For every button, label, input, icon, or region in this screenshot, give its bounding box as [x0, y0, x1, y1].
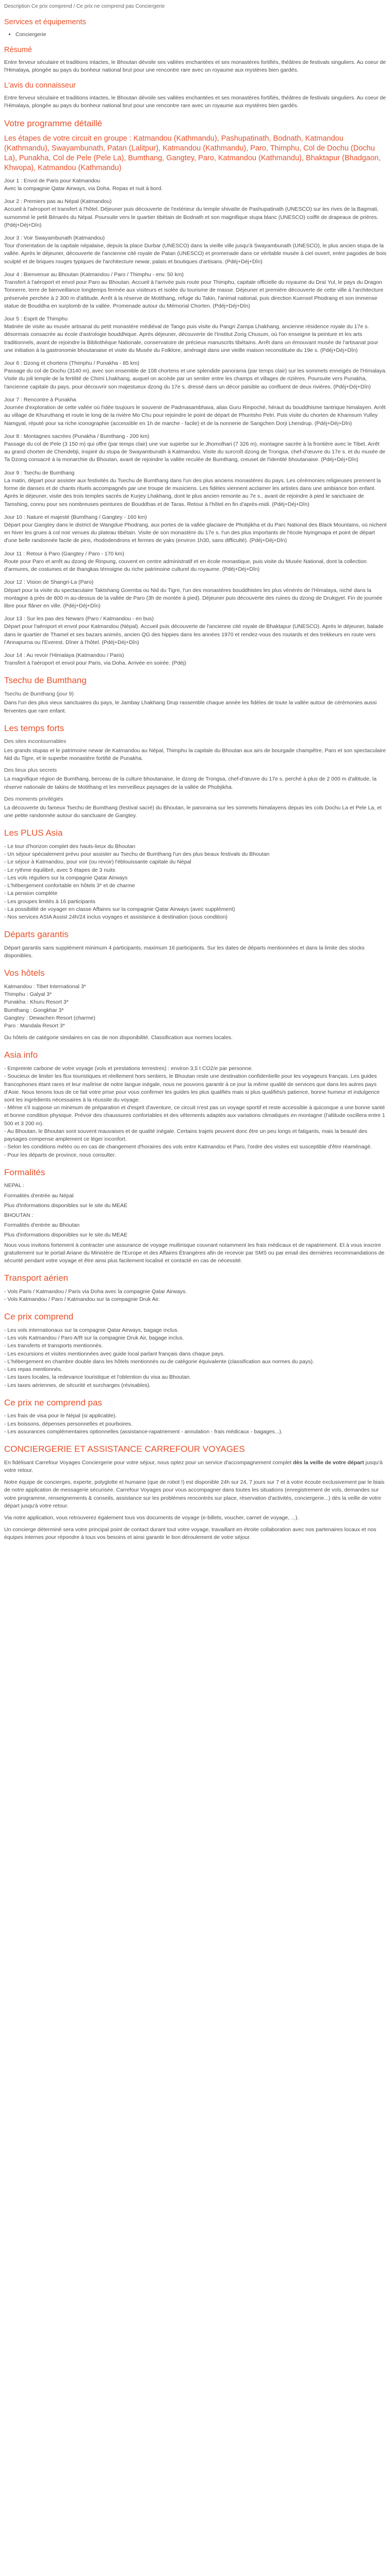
day-title: Jour 1 : Envol de Paris pour Katmandou — [4, 177, 101, 184]
formalites-nepal-label: NEPAL : — [4, 1182, 25, 1189]
day-title: Jour 9 : Tsechu de Bumthang — [4, 469, 75, 476]
day-text: Passage du col de Pele (3 150 m) qui offre (par temps clair) une vue superbe sur le Jhomolhari (7 326 m), montagne sacrée à la frontière avec le Tibet. Arrêt au grand chorten de Chendebji, inspiré du stupa de Swayambunath à Katmandou. Visite du surcroît dzong de Trongsa, chef-d'œuvre du 17e s. et du musée de Ta Dzong consacré à la monarchie du Bhoutan, avant de rejoindre la vallée reculée de Bumthang, creuset de l'identité bhoutanaise. (Pdéj+Déj+Dîn) — [4, 441, 386, 463]
tsechu-title: Tsechu de Bumthang — [4, 675, 87, 686]
departs-text: Départ garantis sans supplément minimum 4 participants, maximum 16 participants. Sur les dates de départs mentionnées et dans la limite des stocks disponibles. — [4, 944, 365, 959]
day-text: Route pour Paro et arrêt au dzong de Rinpung, couvent en centre administratif et en école monastique, puis visite du Musée National, dont la collection d'armures, de costumes et de thangkas témoigne du riche patrimoine culturel du royaume. (Pdéj+Déj+Dîn) — [4, 558, 367, 573]
transport-list — [4, 1288, 387, 1303]
conciergerie-intro — [4, 1459, 387, 1475]
resume-text: Entre ferveur séculaire et traditions intactes, le Bhoutan dévoile ses vallées enchantées et ses monastères fortifiés, théâtres de festivals singuliers. Au coeur de l'Himalaya, plongée au pays du bonheur national brut pour une rencontre rare avec un royaume aux mystères bien gardés. — [4, 59, 386, 73]
comprend-item: - Les vols internationaux sur la compagnie Qatar Airways, bagage inclus. — [4, 1327, 179, 1334]
forts-group-3 — [4, 795, 387, 820]
day-title: Jour 3 : Voir Swayambunath (Katmandou) — [4, 234, 105, 241]
services-title: Services et équipements — [4, 18, 86, 26]
day-title: Jour 12 : Vision de Shangri-La (Paro) — [4, 579, 94, 586]
plus-item: - La pension complète — [4, 890, 58, 897]
day-title: Jour 11 : Retour à Paro (Gangtey / Paro - 170 km) — [4, 550, 124, 557]
day-6 — [4, 360, 387, 391]
day-text: Passage du col de Dochu (3140 m), avec son ensemble de 108 chortens et une splendide panorama (par temps clair) sur les sommets enneigés de l'Himalaya. Visite du joli temple de la fertilité de Chimi Lhakhang, auquel on accède par un sentier entre les champs et villages de rizières. Poursuite vers Punakha, l'ancienne capitale du pays, pour découvrir son majestueux dzong du 17e s. dressé dans un décor paisible au confluent de deux rivières. (Pdéj+Déj+Dîn) — [4, 368, 387, 390]
forts-label: Des lieux plus secrets — [4, 767, 57, 774]
formalites-nepal-link[interactable]: Plus d'informations disponibles sur le site du MEAE — [4, 1202, 127, 1209]
plus-item: - Un séjour spécialement prévu pour assister au Tsechu de Bumthang l'un des plus beaux festivals du Bhoutan — [4, 851, 270, 858]
day-4 — [4, 271, 387, 310]
day-12 — [4, 579, 387, 610]
forts-label: Des sites incontournables — [4, 738, 67, 745]
day-1 — [4, 177, 387, 193]
hotels-list — [4, 983, 387, 1030]
day-title: Jour 13 : Sur les pas des Newars (Paro / Katmandou - en bus) — [4, 616, 154, 622]
day-title: Jour 6 : Dzong et chortens (Thimphu / Punakha - 85 km) — [4, 360, 140, 367]
non-compris-list — [4, 1412, 387, 1436]
comprend-item: - Les repas mentionnés. — [4, 1366, 62, 1373]
hotels-title: Vos hôtels — [4, 968, 45, 978]
comprend-list — [4, 1327, 387, 1389]
forts-title: Les temps forts — [4, 723, 64, 733]
info-list — [4, 1065, 387, 1159]
plus-item: - Les groupes limités à 16 participants — [4, 898, 95, 905]
hotel-item: Gangtey : Dewachen Resort (charme) — [4, 1014, 95, 1021]
formalites-nepal-text: Formalités d'entrée au Népal — [4, 1192, 74, 1199]
day-9 — [4, 469, 387, 509]
resume-title: Résumé — [4, 45, 32, 54]
non-compris-item: - Les assurances complémentaires optionnelles (assistance-rapatriement - annulation - frais médicaux - bagages...). — [4, 1428, 283, 1435]
forts-text: La découverte du fameux Tsechu de Bumthang (festival sacré) du Bhoutan, le panorama sur les sommets himalayens depuis les cols Dochu La et Pele La, et une petite randonnée autour du sanctuaire de Gangtey. — [4, 804, 382, 819]
non-compris-title: Ce prix ne comprend pas — [4, 1397, 102, 1408]
breadcrumb-prix[interactable]: Ce prix comprend / Ce prix ne comprend pas — [31, 4, 134, 9]
plus-item: - Le séjour à Katmandou, pour voir (ou revoir) l'éblouissante capitale du Népal — [4, 859, 191, 866]
forts-text: La magnifique région de Bumthang, berceau de la culture bhoutanaise, le dzong de Trongsa, chef-d'œuvre du 17e s. perché à plus de 2 000 m d'altitude, la réserve nationale de takins de Motithang et les merveilleux paysages de la vallée de Phobjikha. — [4, 776, 377, 790]
conciergerie-p1: Notre équipe de concierges, experte, polyglotte et humaine (que de robot !) est disponible 24h sur 24, 7 jours sur 7 et à votre écoute exclusivement par le biais de notre application de messagerie sécurisée. Carrefour Voyages pour vous accompagner dans toutes les situations (enregistrement de vols, demandes sur votre programme, renseignements & conseils, assistance sur les problèmes rencontrés sur place, réservation d'activités, conciergerie...) dès la veille de votre départ jusqu'à votre retour. — [4, 1479, 385, 1509]
hotel-item: Katmandou : Tibet International 3* — [4, 983, 86, 990]
day-text: Tour d'orientation de la capitale népalaise, depuis la place Durbar (UNESCO) dans la vieille ville jusqu'à Swayambunath (UNESCO), le plus ancien stupa de la vallée. Après le déjeuner, découverte de l'ancienne cité royale de Patan (UNESCO) et promenade dans ce véritable musée à ciel ouvert, entre pagodes de bois sculpté et de briques rouges typiques de l'architecture newar, palais et boutiques d'artisans. (Pdéj+Déj+Dîn) — [4, 243, 386, 265]
plus-item: - Nos services ASIA Assist 24h/24 inclus voyages et assistance à destination (sous condition) — [4, 913, 228, 920]
hotel-item: Bumthang : Gongkhar 3* — [4, 1007, 64, 1013]
day-title: Jour 8 : Montagnes sacrées (Punakha / Bumthang - 200 km) — [4, 433, 150, 439]
day-10 — [4, 514, 387, 545]
hotel-item: Thimphu : Galyal 3* — [4, 991, 52, 998]
tsechu-text: Dans l'un des plus vieux sanctuaires du pays, le Jambay Lhakhang Drup rassemble chaque année les fidèles de toute la vallée autour de cérémonies aussi ferventes que rare enfant. — [4, 700, 377, 714]
formalites-body — [4, 1182, 387, 1265]
day-8 — [4, 433, 387, 464]
departs-title: Départs garantis — [4, 929, 69, 940]
comprend-item: - Les taxes aériennes, de sécurité et surcharges (révisables). — [4, 1382, 151, 1388]
transport-title: Transport aérien — [4, 1273, 69, 1283]
day-3 — [4, 234, 387, 266]
info-item: - Empreinte carbone de votre voyage (vols et prestations terrestres) : environ 3,5 t CO2/e par personne. — [4, 1065, 253, 1072]
day-7 — [4, 396, 387, 428]
comprend-item: - L'hébergement en chambre double dans les hôtels mentionnés ou de catégorie équivalente (classification aux normes du pays). — [4, 1358, 314, 1365]
breadcrumb-description[interactable]: Description — [4, 4, 30, 9]
day-text: Transfert à l'aéroport et envol pour Paro au Bhoutan. Accueil à l'arrivée puis route pour Thimphu, capitale officielle du royaume du Draï Yul, le pays du Dragon Tonnerre, terre de bienveillance longtemps fermée aux visiteurs et isolée du tourisme de masse. Déjeuner et première découverte de cette ville à l'architecture préservée perchée à 2 300 m d'altitude. Arrêt à la réserve de Motithang, refuge du Takin, l'animal national, puis direction Kuensel Phodrang et son immense statue de Bouddha en surplomb de la vallée. Promenade autour du Mémorial Chorten. (Pdéj+Déj+Dîn) — [4, 279, 384, 309]
day-13 — [4, 615, 387, 647]
forts-group-2 — [4, 767, 387, 791]
day-title: Jour 7 : Rencontre à Punakha — [4, 396, 76, 403]
day-text: La matin, départ pour assister aux festivités du Tsechu de Bumthang dans l'un des plus anciens monastères du pays. Les cérémonies religieuses prennent la forme de danses et de chants rituels accompagnés par une troupe de musiciens. Les fidèles viennent acclamer les artistes dans une ambiance bon enfant. Après le déjeuner, visite des trois temples sacrés de Kurjey Lhakhang, dont le plus ancien remonte au 7e s., avant de rejoindre à pied le sanctuaire de Tamshing, connu pour ses nombreuses peintures de Bouddhas et de Taras. Retour à l'hôtel en fin d'après-midi. (Pdéj+Déj+Dîn) — [4, 477, 381, 507]
plus-title: Les PLUS Asia — [4, 828, 63, 838]
plus-list — [4, 843, 387, 921]
info-item: - Même s'il suppose un minimum de préparation et d'esprit d'aventure, ce circuit n'est pas un voyage sportif et reste accessible à quiconque a une bonne santé et bonne condition physique. Prévoir des chaussures confortables et des vêtements adaptés aux variations climatiques en montagne (l'altitude oscillera entre 1 500 et 3 200 m). — [4, 1105, 385, 1127]
hotel-item: Punakha : Khuru Resort 3* — [4, 999, 69, 1006]
comprend-item: - Les taxes locales, la redevance touristique et l'obtention du visa au Bhoutan. — [4, 1374, 191, 1381]
tsechu-sub: Tsechu de Bumthang (jour 9) — [4, 691, 74, 698]
day-text: Matinée de visite au musée artisanal du petit monastère médiéval de Tango puis visite du Pangri Zampa Lhakhang, ancienne résidence royale du 17e s. désormais consacrée au école d'astrologie bouddhique. Après déjeuner, découverte de l'Institut Zorig Chusum, où l'on enseigne la peinture et les arts traditionnels, avant de rejoindre la Bibliothèque Nationale, conservatoire de précieux manuscrits tibétains. Arrêt dans un émouvant musée de l'artisanat pour une initiation à la gastronomie bhoutanaise et visite du Musée du Folklore, aménagé dans une vieille maison reconstituée du 19e s. (Pdéj+Déj+Dîn) — [4, 324, 379, 353]
info-item: - Soucieux de limiter les flux touristiques et réellement hors sentiers, le Bhoutan reste une destination confidentielle pour les voyageurs français. Les guides francophones étant rares et leur maîtrise de notre langue inégale, nous ne pouvons garantir à ce jour la même qualité de services que dans les autres pays d'Asie. Nous tenons tous de ce fait votre prise pour vous confirmer les guides les plus qualifiés mais si plus qualifiés/s patience, bonne humeur et indulgence sont les ingrédients nécessaires à la réussite du voyage. — [4, 1073, 380, 1103]
day-text: Accueil à l'aéroport et transfert à l'hôtel. Déjeuner puis découverte de l'extérieur du temple shivaïte de Pashupatinath (UNESCO) sur les rives de la Bagmati, surnommé le petit Bénarès du Népal. Poursuite vers le quartier tibétain de Bodnath et son magnifique stupa blanc (UNESCO) coiffé de drapeaux de prières. (Pdéj+Déj+Dîn) — [4, 206, 379, 228]
non-compris-item: - Les boissons, dépenses personnelles et pourboires. — [4, 1420, 133, 1427]
conciergerie-intro-after: jusqu'à votre retour. — [4, 1459, 383, 1473]
comprend-item: - Les transferts et transports mentionnés. — [4, 1343, 103, 1349]
day-title: Jour 5 : Esprit de Thimphu — [4, 315, 68, 322]
day-text: Départ pour l'aéroport et envol pour Katmandou (Népal). Accueil puis découverte de l'ancienne cité royale de Bhaktapur (UNESCO). Après le déjeuner, balade dans le quartier de Thamel et ses bazars animés, ancien QG des hippies dans les années 1970 et rendez-vous des routards et des trekkeurs en route vers l'Annapurna ou l'Everest. Dîner à l'hôtel. (Pdéj+Déj+Dîn) — [4, 623, 384, 646]
plus-item: - Le tour d'horizon complet des hauts-lieux du Bhoutan — [4, 843, 136, 850]
info-title: Asia info — [4, 1050, 38, 1060]
day-text: Départ pour la visite du spectaculaire Taktshang Goemba ou Nid du Tigre, l'un des monastères bouddhistes les plus vénérés de l'Himalaya, niché dans la montagne à près de 800 m au-dessus de la vallée de Paro (3h de montée à pied). Déjeuner puis découverte des ruines du dzong de Drukgyel. Fin de journée libre pour flâner en ville. (Pdéj+Déj+Dîn) — [4, 587, 383, 609]
hotel-item: Paro : Mandala Resort 3* — [4, 1023, 65, 1029]
day-2 — [4, 198, 387, 229]
forts-text: Les grands stupas et le patrimoine newar de Katmandou au Népal, Thimphu la capitale du Bhoutan aux airs de bourgade champêtre, Paro et son spectaculaire Nid du Tigre, et le superbe monastère fortifié de Punakha. — [4, 747, 386, 761]
day-text: Avec la compagnie Qatar Airways, via Doha. Repas et nuit à bord. — [4, 185, 163, 192]
conciergerie-p2: Via notre application, vous retrouverez également tous vos documents de voyage (e-billets, voucher, carnet de voyage, ...). — [4, 1515, 299, 1521]
conciergerie-p3: Un concierge déterminé sera votre principal point de contact durant tout votre voyage, travaillant en étroite collaboration avec nos partenaires locaux et nos équipes internes pour répondre à tous vos besoins et ainsi garantir le bon déroulement de votre séjour. — [4, 1527, 377, 1541]
plus-item: - La possibilité de voyager en classe Affaires sur la compagnie Qatar Airways (avec supplément) — [4, 906, 235, 912]
formalites-bhoutan-link[interactable]: Plus d'informations disponibles sur le site du MEAE — [4, 1232, 127, 1239]
transport-item: - Vols Katmandou / Paro / Katmandou sur la compagnie Druk Air. — [4, 1296, 160, 1303]
info-item: - Au Bhoutan, le Bhoutan sont souvent mauvaises et de qualité inégale. Certains trajets peuvent donc être un peu longs et fatigants, mais la beauté des paysages compense amplement ce léger inconfort. — [4, 1128, 367, 1143]
info-item: - Pour les départs de province, nous consulter. — [4, 1151, 116, 1158]
conciergerie-title: CONCIERGERIE ET ASSISTANCE CARREFOUR VOYAGES — [4, 1444, 245, 1454]
day-5 — [4, 315, 387, 354]
plus-item: - Les vols réguliers sur la compagnie Qatar Airways — [4, 874, 128, 881]
breadcrumb — [4, 3, 387, 11]
plus-item: - L'hébergement confortable en hôtels 3* et de charme — [4, 883, 135, 889]
formalites-bhoutan-label: BHOUTAN : — [4, 1212, 34, 1219]
forts-group-1 — [4, 738, 387, 762]
day-text: Journée d'exploration de cette vallée où l'idée toujours le souvenir de Padmasambhava, alias Guru Rinpoché, héraut du bouddhisme tantrique himalayen. Arrêt au village de Khuruthang et route le long de la rivière Mo Chu pour rejoindre le point de départ de Phuntsho Pelri. Puis visite du chorten de Khamsum Yulley Namgyal, réputé pour sa riche iconographie (accessible en 1h de marche - facile) et de la nonnerie de Sangchen Dorji Lhendrup. (Pdéj+Déj+Dîn) — [4, 404, 386, 427]
day-title: Jour 4 : Bienvenue au Bhoutan (Katmandou / Paro / Thimphu - env. 50 km) — [4, 271, 184, 278]
plus-item: - Le rythme équilibré, avec 5 étapes de 3 nuits — [4, 867, 116, 873]
services-list — [4, 31, 387, 39]
comprend-title: Ce prix comprend — [4, 1312, 74, 1322]
connaisseur-text: Entre ferveur séculaire et traditions intactes, le Bhoutan dévoile ses vallées enchantées et ses monastères fortifiés, théâtres de festivals singuliers. Au coeur de l'Himalaya, plongée au pays du bonheur national brut pour une rencontre rare avec un royaume aux mystères bien gardés. — [4, 95, 386, 109]
programme-title: Votre programme détaillé — [4, 118, 102, 128]
formalites-bhoutan-text: Formalités d'entrée au Bhoutan — [4, 1222, 80, 1229]
breadcrumb-conciergerie[interactable]: Conciergerie — [135, 4, 165, 9]
day-14 — [4, 652, 387, 667]
day-title: Jour 10 : Nature et majesté (Bumthang / Gangtey - 160 km) — [4, 514, 147, 520]
day-text: Transfert à l'aéroport et envol pour Paris, via Doha. Arrivée en soirée. (Pdéj) — [4, 660, 186, 667]
day-title: Jour 2 : Premiers pas au Népal (Katmandou) — [4, 198, 112, 205]
programme-summary: Les étapes de votre circuit en groupe : Katmandou (Kathmandu), Pashupatinath, Bodnath, Katmandou (Kathmandu), Swayambunath, Patan (Lalitpur), Katmandou (Kathmandu), Paro, Thimphu, Col de Dochu (Dochu La), Punakha, Col de Pele (Pele La), Bumthang, Gangtey, Paro, Katmandou (Kathmandu), Bhaktapur (Bhadgaon, Khwopa), Katmandou (Kathmandu) — [4, 134, 381, 172]
comprend-item: - Les vols Katmandou / Paro A/R sur la compagnie Druk Air, bagage inclus. — [4, 1335, 184, 1342]
day-text: Départ pour Gangtey dans le district de Wangdue Phodrang, aux portes de la vallée glaciaire de Phobjikha et du Parc National des Black Mountains, où nichent en hiver les grues à col noir venues du plateau tibétain. Visite de son monastère du 17e s. l'un des plus importants de l'école Nyingmapa et point de départ d'une belle randonnée facile de pins, rhododendrons et fermes de yaks (environ 1h30, sans difficulté). (Pdéj+Déj+Dîn) — [4, 521, 387, 544]
conciergerie-intro-bold: dès la veille de votre départ — [292, 1459, 364, 1466]
day-title: Jour 14 : Au revoir l'Himalaya (Katmandou / Paris) — [4, 652, 124, 659]
comprend-item: - Les excursions et visites mentionnées avec guide local parlant français dans chaque pays. — [4, 1350, 225, 1357]
services-item: • Conciergerie — [15, 31, 387, 39]
formalites-title: Formalités — [4, 1167, 45, 1177]
transport-item: - Vols Paris / Katmandou / Paris via Doha avec la compagnie Qatar Airways. — [4, 1288, 187, 1295]
day-11 — [4, 550, 387, 574]
programme-days — [4, 177, 387, 668]
non-compris-item: - Les frais de visa pour le Népal (si applicable). — [4, 1413, 117, 1419]
connaisseur-title: L'avis du connaisseur — [4, 81, 76, 90]
conciergerie-intro-before: En fidélisant Carrefour Voyages Conciergerie pour votre séjour, nous optez pour un service d'accompagnement complet — [4, 1459, 293, 1466]
formalites-note: Nous vous invitons fortement à contracter une assurance de voyage multirisque couvrant notamment les frais médicaux et de rapatriement. Et à vous inscrire gratuitement sur le portail Ariane du Ministère de l'Europe et des Affaires Étrangères afin de recevoir par SMS ou par email des dernières recommandations de sécurité pendant votre voyage et être ainsi plus facilement localisé et contacté en cas de nécessité. — [4, 1242, 385, 1264]
hotels-note: Ou hôtels de catégorie similaires en cas de non disponibilité. Classification aux normes locales. — [4, 1035, 233, 1041]
forts-label: Des moments privilégiés — [4, 795, 63, 802]
info-item: - Selon les conditions météo ou en cas de changement d'horaires des vols entre Katmandou et Paro, l'ordre des visites est susceptible d'être réaménagé. — [4, 1144, 372, 1150]
